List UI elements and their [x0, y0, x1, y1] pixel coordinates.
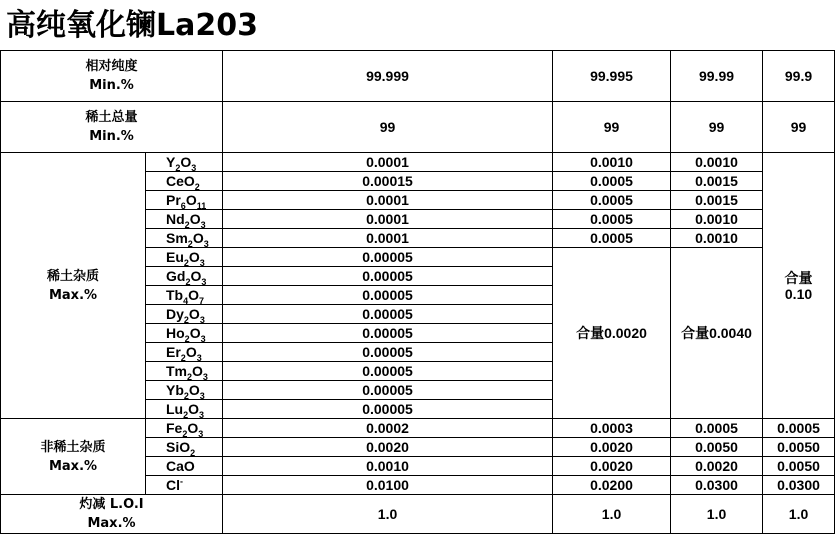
non-rare-earth-impurities-label	[1, 419, 146, 495]
impurity-value: 0.0001	[223, 229, 553, 248]
impurity-value: 0.0005	[553, 191, 671, 210]
impurity-value: 0.0010	[223, 457, 553, 476]
component-name	[146, 153, 223, 172]
component-name	[146, 229, 223, 248]
formula-subscript: 3	[200, 333, 206, 343]
impurity-value: 0.0010	[553, 153, 671, 172]
formula-subscript: 2	[175, 162, 181, 172]
impurity-value: 0.0020	[553, 457, 671, 476]
impurity-value: 0.0050	[763, 438, 835, 457]
impurity-value: 0.00005	[223, 400, 553, 419]
treo-label-line1: 稀土总量	[85, 110, 138, 125]
formula-base: Sm	[166, 230, 188, 246]
formula	[166, 192, 206, 208]
component-name	[146, 172, 223, 191]
treo-value: 99	[223, 102, 553, 153]
formula-subscript: 2	[190, 447, 196, 457]
component-name	[146, 267, 223, 286]
formula-subscript: 3	[199, 257, 205, 267]
formula-subscript: 2	[185, 276, 191, 286]
impurity-value: 0.00005	[223, 324, 553, 343]
impurity-value: 0.0020	[223, 438, 553, 457]
formula-subscript: 3	[191, 162, 197, 172]
formula-base: Tm	[166, 363, 187, 379]
formula-subscript: 2	[182, 428, 188, 438]
formula-base: Nd	[166, 211, 185, 227]
impurity-value: 0.00005	[223, 248, 553, 267]
formula-part: O	[185, 192, 197, 208]
impurity-row	[1, 419, 835, 438]
component-name	[146, 362, 223, 381]
loi-label-line2: Max.%	[87, 516, 136, 531]
formula	[166, 401, 204, 417]
purity-label-line1: 相对纯度	[85, 59, 138, 74]
formula	[166, 211, 206, 227]
component-name	[146, 191, 223, 210]
treo-row	[1, 102, 835, 153]
impurity-value: 0.00005	[223, 362, 553, 381]
component-name	[146, 210, 223, 229]
non-rare-earth-impurities-section	[1, 419, 835, 495]
impurity-value: 0.0015	[671, 191, 763, 210]
impurity-row	[1, 153, 835, 172]
formula-subscript: 6	[180, 200, 186, 210]
formula-subscript: 3	[201, 276, 207, 286]
impurity-value: 0.0200	[553, 476, 671, 495]
merged-total-value: 合量0.0040	[671, 248, 763, 419]
loi-value: 1.0	[553, 495, 671, 534]
formula	[166, 154, 196, 170]
formula-base: Ho	[166, 325, 185, 341]
formula-part: O	[189, 211, 201, 227]
impurity-value: 0.0005	[553, 229, 671, 248]
component-name	[146, 343, 223, 362]
impurity-value: 0.0005	[671, 419, 763, 438]
loi-row	[1, 495, 835, 534]
component-name	[146, 305, 223, 324]
impurity-value: 0.0010	[671, 153, 763, 172]
purity-value: 99.9	[763, 51, 835, 102]
component-name	[146, 419, 223, 438]
impurity-value: 0.0300	[763, 476, 835, 495]
formula-subscript: 3	[199, 409, 205, 419]
formula-subscript: 3	[196, 352, 202, 362]
formula-part: O	[188, 249, 200, 265]
impurity-value: 0.0001	[223, 191, 553, 210]
formula	[166, 477, 183, 493]
formula-subscript: 2	[183, 257, 189, 267]
formula-part: O	[187, 420, 199, 436]
formula-base: Pr	[166, 192, 181, 208]
treo-value: 99	[671, 102, 763, 153]
formula	[166, 306, 205, 322]
merged-total-value: 合量0.0020	[553, 248, 671, 419]
formula-subscript: 3	[199, 314, 205, 324]
impurity-value: 0.0005	[553, 172, 671, 191]
formula-part: O	[188, 401, 200, 417]
formula-base: Lu	[166, 401, 184, 417]
merged-total-line1: 合量	[784, 269, 813, 286]
formula-subscript: 11	[196, 200, 207, 210]
formula-base: CeO	[166, 173, 195, 189]
component-name	[146, 457, 223, 476]
formula-part: O	[188, 382, 200, 398]
formula-base: Y	[166, 154, 176, 170]
impurity-value: 0.0100	[223, 476, 553, 495]
component-name	[146, 286, 223, 305]
component-name	[146, 476, 223, 495]
formula-base: Eu	[166, 249, 184, 265]
formula-base: Dy	[166, 306, 184, 322]
formula-part: O	[189, 325, 201, 341]
formula-part: O	[190, 268, 202, 284]
merged-total-line2: 0.10	[784, 285, 813, 302]
formula-part: O	[188, 287, 200, 303]
formula	[166, 344, 202, 360]
impurity-value: 0.0002	[223, 419, 553, 438]
impurity-value: 0.0005	[553, 210, 671, 229]
formula	[166, 382, 205, 398]
formula-base: Fe	[166, 420, 183, 436]
impurity-value: 0.0050	[763, 457, 835, 476]
impurity-value: 0.0003	[553, 419, 671, 438]
purity-value: 99.99	[671, 51, 763, 102]
formula-subscript: 3	[199, 390, 205, 400]
formula	[166, 420, 203, 436]
impurity-value: 0.00005	[223, 381, 553, 400]
rare-earth-impurities-label-line1: 稀土杂质	[46, 268, 99, 284]
purity-label-line2: Min.%	[89, 78, 134, 93]
purity-value: 99.995	[553, 51, 671, 102]
purity-value: 99.999	[223, 51, 553, 102]
impurity-value: 0.0001	[223, 210, 553, 229]
treo-label-line2: Min.%	[89, 129, 134, 144]
impurity-value: 0.0020	[553, 438, 671, 457]
impurity-value: 0.0010	[671, 210, 763, 229]
formula-subscript: 2	[184, 219, 190, 229]
formula-subscript: 2	[183, 314, 189, 324]
formula-base: Er	[166, 344, 181, 360]
impurity-value: 0.0001	[223, 153, 553, 172]
formula	[166, 230, 209, 246]
loi-label-line1: 灼减 L.O.I	[79, 497, 144, 512]
rare-earth-impurities-label	[1, 153, 146, 419]
formula	[166, 458, 195, 474]
formula-part: O	[192, 230, 204, 246]
component-name	[146, 248, 223, 267]
formula-subscript: 2	[180, 352, 186, 362]
loi-value: 1.0	[763, 495, 835, 534]
formula-subscript: 3	[198, 428, 204, 438]
impurity-value: 0.00015	[223, 172, 553, 191]
formula-part: O	[185, 344, 197, 360]
impurity-value: 0.00005	[223, 267, 553, 286]
formula	[166, 287, 204, 303]
merged-total-value	[763, 153, 835, 419]
formula-base: Cl	[166, 477, 180, 493]
non-rare-earth-impurities-label-line1: 非稀土杂质	[40, 439, 106, 455]
formula-part: O	[188, 306, 200, 322]
formula-subscript: 2	[183, 390, 189, 400]
impurity-value: 0.0010	[671, 229, 763, 248]
loi-value: 1.0	[223, 495, 553, 534]
impurity-value: 0.0300	[671, 476, 763, 495]
formula-base: Tb	[166, 287, 184, 303]
component-name	[146, 400, 223, 419]
impurity-value: 0.0015	[671, 172, 763, 191]
purity-row	[1, 51, 835, 102]
formula-superscript: -	[180, 476, 183, 487]
component-name	[146, 381, 223, 400]
formula-subscript: 2	[184, 333, 190, 343]
formula	[166, 268, 206, 284]
page-title: 高纯氧化镧La203	[6, 8, 258, 43]
formula	[166, 325, 206, 341]
impurity-value: 0.00005	[223, 305, 553, 324]
rare-earth-impurities-section	[1, 153, 835, 419]
formula-base: SiO	[166, 439, 191, 455]
formula-subscript: 7	[199, 295, 205, 305]
treo-label	[1, 102, 223, 153]
purity-label	[1, 51, 223, 102]
formula-subscript: 2	[183, 409, 189, 419]
impurity-value: 0.0020	[671, 457, 763, 476]
component-name	[146, 438, 223, 457]
loi-label	[1, 495, 223, 534]
formula-subscript: 2	[187, 371, 193, 381]
formula-subscript: 3	[202, 371, 208, 381]
formula-base: Yb	[166, 382, 184, 398]
impurity-value: 0.00005	[223, 286, 553, 305]
formula-subscript: 3	[200, 219, 206, 229]
formula-part: O	[192, 363, 203, 379]
loi-value: 1.0	[671, 495, 763, 534]
treo-value: 99	[763, 102, 835, 153]
formula-subscript: 4	[183, 295, 189, 305]
formula	[166, 249, 205, 265]
component-name	[146, 324, 223, 343]
formula-subscript: 2	[194, 181, 200, 191]
formula	[166, 439, 195, 455]
impurity-value: 0.00005	[223, 343, 553, 362]
formula-part: O	[180, 154, 192, 170]
formula-base: Gd	[166, 268, 186, 284]
spec-table	[0, 50, 835, 534]
formula-subscript: 3	[203, 238, 209, 248]
formula	[166, 173, 200, 189]
rare-earth-impurities-label-line2: Max.%	[48, 287, 98, 303]
non-rare-earth-impurities-label-line2: Max.%	[48, 458, 98, 474]
formula	[166, 363, 208, 379]
impurity-value: 0.0005	[763, 419, 835, 438]
formula-base: CaO	[166, 458, 195, 474]
impurity-value: 0.0050	[671, 438, 763, 457]
treo-value: 99	[553, 102, 671, 153]
formula-subscript: 2	[187, 238, 193, 248]
